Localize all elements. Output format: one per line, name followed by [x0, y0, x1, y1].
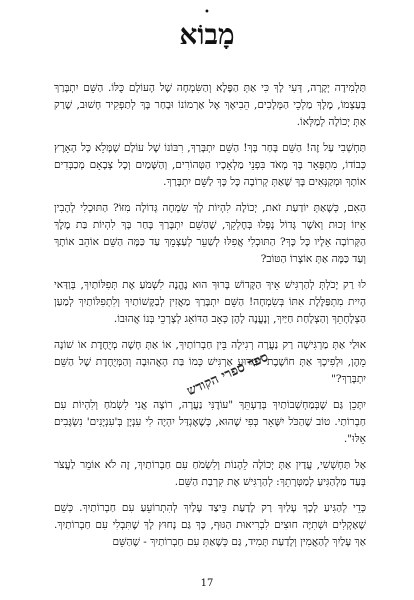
paragraph-6: יִתָּכֵן גַּם שֶׁבְּמַחְשְׁבוֹתַיִךְ בְּדַעְתֵּךְ "עוֹדֶנִּי נַעֲרָה, רוֹצָה אֲנִי לִשְׂמֹחַ וְלִהְיוֹת עִם חַבְרוֹתַי. טוֹב שֶׁהַכֹּל יִשָּׁאֵר כְּפִי שֶׁהוּא, כְּשֶׁאֶגְדַּל יִהְיֶה לִי עִנְיָן בְּ'עִנְיָנִים' נִשְׂגָּבִים אֵלּוּ".	[54, 399, 366, 445]
paragraph-8: כְּדֵי לְהַגִּיעַ לְכָךְ עָלַיִךְ רַק לָדַעַת כֵּיצַד עָלַיִךְ לְהִתְרוֹעֵעַ עִם חַבְרוֹתַיִךְ. כְּשֵׁם שֶׁאַקְלִים וּשְׁתִיָּה חוּצִים לִבְרִיאוּת הַגּוּף, כָּךְ גַּם נָחוּץ לָךְ שֶׁתִּבְלִי עִם חַבְרוֹתַיִךְ. אַךְ עָלַיִךְ לְהַאֲמִין וְלָדַעַת תָּמִיד, גַּם כְּשֶׁאַתְּ עִם חַבְרוֹתַיִךְ - שֶׁהַשֵּׁם	[54, 502, 366, 548]
top-dot: •	[204, 7, 210, 18]
paragraph-5: אוּלַי אַתְּ מַרְגִּישָׁה רַק נַעֲרָה רְגִילָה בֵּין חַבְרוֹתַיִךְ, אוֹ אַתְּ חָשָׁה מְיֻחֶדֶת אוֹ שׁוֹנָה מֵהֶן, וּלְפִיכָךְ אַתְּ חוֹשֶׁבֶת "מַדּוּעַ אַרְגִּישׁ כְּמוֹ בַּת הָאֲהוּבָה וְהַמְּיֻחֶדֶת שֶׁל הַשֵּׁם יִתְבָּרַךְ?"	[54, 339, 366, 385]
chapter-title: מָבוֹא	[179, 18, 235, 51]
body-text	[54, 80, 366, 560]
library-stamp: ספר ספרי הקודש	[184, 349, 271, 400]
paragraph-4: לוּ רַק יָכֹלְתְּ לְהַרְגִּישׁ אֵיךְ הַקָּדוֹשׁ בָּרוּךְ הוּא נֶהֱנֶה לִשְׁמֹעַ אֶת תְּפִלּוֹתַיִךְ, בְּוַדַּאי הָיִית מִתְפַּלֶּלֶת אִתּוֹ בְּשִׂמְחָה! הַשֵּׁם יִתְבָּרַךְ מַאֲזִין לְבַקָּשׁוֹתַיִךְ וְלִתְפִלּוֹתַיִךְ לְמַעַן הַצְלָחָתֵךְ וְהַצְלָחַת חַיַּיִךְ, וְנֶעֱנֶה לָהֶן כְּאָב הַדּוֹאֵג לְצָרְכֵי בְּנוֹ אֲהוּבוֹ.	[54, 279, 366, 325]
paragraph-3: הַאִם, כְּשֶׁאַתְּ יוֹדַעַת זֹאת, יְכוֹלָה לִהְיוֹת לָךְ שִׂמְחָה גְּדוֹלָה מִזּוֹ? הַתּוּכְלִי לְהָבִין אֵיזוֹ זְכוּת וְאֹשֶׁר גָּדוֹל נָפְלוּ בְּחֶלְקֵךְ, שֶׁהַשֵּׁם יִתְבָּרַךְ בָּחַר בָּךְ לִהְיוֹת בַּת מֶלֶךְ הַקְּרוֹבָה אֵלָיו כָּל כָּךְ? הַתּוּכְלִי אֲפִלּוּ לְשַׁעֵר לְעַצְמֵךְ עַד כַּמָּה הַשֵּׁם אוֹהֵב אוֹתָךְ וְעַד כַּמָּה אַתְּ אוֹצָרוֹ הַטּוֹב?	[54, 202, 366, 265]
paragraph-2: תַּחְשְׁבִי עַל זֶה! הַשֵּׁם בָּחַר בָּךְ! הַשֵּׁם יִתְבָּרַךְ, רִבּוֹנוֹ שֶׁל עוֹלָם שֶׁמָּלֵא כָּל הָאָרֶץ כְּבוֹדוֹ, מִתְפָּאֵר בָּךְ מְאֹד בִּפְנֵי מַלְאָכָיו הַטְּהוֹרִים, וְהַשָּׁמַיִם וְכָל צְבָאָם מְכַבְּדִים אוֹתָךְ וּמְקַנְּאִים בָּךְ שֶׁאַתְּ קְרוֹבָה כָּל כָּךְ לַשֵּׁם יִתְבָּרַךְ.	[54, 142, 366, 188]
paragraph-7: אַל תַּחְשְׁשִׁי, עֲדַיִן אַתְּ יְכוֹלָה לֵהָנוֹת וְלִשְׂמֹחַ עִם חַבְרוֹתַיִךְ, זֶה לֹא אוֹמֵר לַעֲצֹר בְּעַד מַלְהַגִּיעַ לְמַטְּרָתֵךְ: לְהַרְגִּישׁ אֶת קִרְבַת הַשֵּׁם.	[54, 459, 366, 488]
paragraph-1: תַּלְמִידָה יְקָרָה, דְּעִי לָךְ כִּי אַתְּ הַפֶּלֶא וְהַשִּׂמְחָה שֶׁל הָעוֹלָם כֻּלּוֹ. הַשֵּׁם יִתְבָּרַךְ בְּעַצְמוֹ, מֶלֶךְ מַלְכֵי הַמְּלָכִים, הֵבִיאָךְ אֶל אַרְמוֹנוֹ וּבָחַר בָּךְ לְתַפְקִיד חָשׁוּב, שֶׁרַק אַתְּ יְכוֹלָה לְמַלְּאוֹ.	[54, 82, 366, 128]
page-number: 17	[200, 578, 214, 589]
